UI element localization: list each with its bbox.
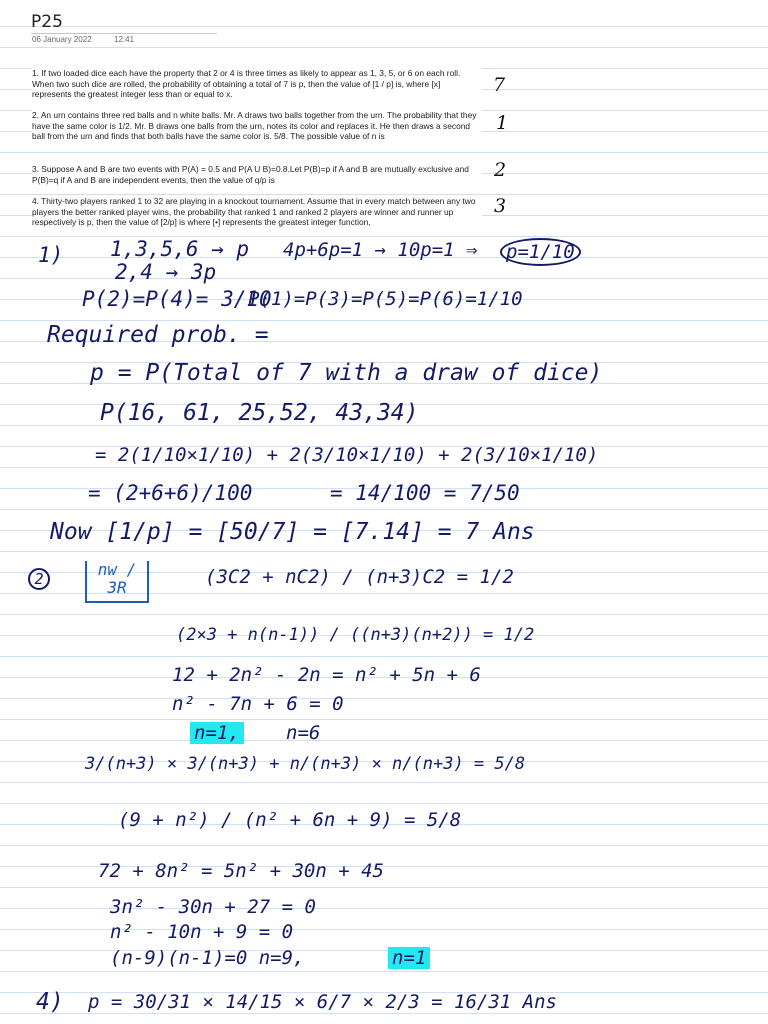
title-divider [31, 33, 217, 34]
solution-2-line-5b: n=6 [286, 722, 321, 744]
solution-1-line-7: = 2(1/10×1/10) + 2(3/10×1/10) + 2(3/10×1/10) [95, 444, 599, 466]
solution-1-line-6: P(16, 61, 25,52, 43,34) [100, 400, 419, 426]
page-title: P25 [31, 12, 63, 32]
solution-2-line-11b [388, 946, 430, 970]
question-2: 2. An urn contains three red balls and n white balls. Mr. A draws two balls together from the urn. The probability that they have the same color is 1/2. Mr. B draws one balls from the urn, notes its color and replaces it. He then draws a second ball from the urn and finds that both balls have the same color is. 5/8. The possible value of n is [32, 110, 482, 142]
answer-4: 3 [494, 195, 507, 217]
solution-1-line-4: Required prob. = [47, 322, 269, 348]
solution-4-label: 4) [36, 989, 64, 1015]
solution-4-line-1: p = 30/31 × 14/15 × 6/7 × 2/3 = 16/31 Ans [88, 991, 557, 1013]
solution-2-line-9: 3n² - 30n + 27 = 0 [110, 896, 316, 918]
question-3: 3. Suppose A and B are two events with P(A) = 0.5 and P(A U B)=0.8.Let P(B)=p if A and B are mutually exclusive and P(B)=q if A and B are independent events, then the value of q/p is [32, 164, 482, 185]
highlighted-root: n=1, [190, 722, 244, 744]
solution-2-line-2: (2×3 + n(n-1)) / ((n+3)(n+2)) = 1/2 [176, 625, 535, 645]
solution-2-line-7: (9 + n²) / (n² + 6n + 9) = 5/8 [118, 809, 462, 831]
solution-2-line-4: n² - 7n + 6 = 0 [172, 693, 344, 715]
note-date: 06 January 2022 [32, 35, 92, 44]
question-4: 4. Thirty-two players ranked 1 to 32 are playing in a knockout tournament. Assume that in every match between any two players the better ranked player wins, the probability that ranked 1 and ranked 2 players are winner and runner up respectively is p, then the value of [2/p] is where [•] represents the greatest integer function, [32, 196, 482, 228]
solution-1-line-3b: P(1)=P(3)=P(5)=P(6)=1/10 [248, 288, 523, 310]
answer-1: 7 [493, 74, 506, 96]
solution-2-ball-box: nw / 3R [85, 561, 149, 603]
solution-1-line-5: p = P(Total of 7 with a draw of dice) [90, 360, 603, 386]
solution-1-label: 1) [38, 243, 64, 267]
solution-2-line-1: (3C2 + nC2) / (n+3)C2 = 1/2 [205, 566, 514, 588]
solution-1-p-value: p=1/10 [500, 238, 581, 266]
solution-2-line-10: n² - 10n + 9 = 0 [110, 921, 294, 943]
solution-1-line-2: 2,4 → 3p [115, 260, 217, 284]
solution-2-line-6: 3/(n+3) × 3/(n+3) + n/(n+3) × n/(n+3) = 5/8 [85, 754, 526, 774]
solution-2-line-8: 72 + 8n² = 5n² + 30n + 45 [98, 860, 384, 882]
answer-2: 1 [496, 112, 509, 134]
solution-1-line-8a: = (2+6+6)/100 [88, 481, 253, 505]
highlighted-answer: n=1 [388, 947, 430, 969]
question-1: 1. If two loaded dice each have the property that 2 or 4 is three times as likely to appear as 1, 3, 5, or 6 on each roll. When two such dice are rolled, the probability of obtaining a total of 7 is p, then the value of [1 / p] is, where [x] represents the greatest integer less than or equal to x. [32, 68, 482, 100]
solution-2-label: 2 [28, 568, 50, 590]
solution-1-line-1a: 1,3,5,6 → p [110, 237, 250, 261]
solution-1-line-8b: = 14/100 = 7/50 [330, 481, 520, 505]
solution-2-line-3: 12 + 2n² - 2n = n² + 5n + 6 [172, 664, 481, 686]
solution-1-line-3a: P(2)=P(4)= 3/10 [82, 287, 272, 311]
solution-1-conclusion: Now [1/p] = [50/7] = [7.14] = 7 Ans [50, 519, 535, 545]
solution-2-line-11a: (n-9)(n-1)=0 n=9, [110, 947, 305, 969]
solution-2-line-5a [190, 721, 244, 745]
solution-1-line-1b: 4p+6p=1 → 10p=1 ⇒ [283, 239, 478, 261]
answer-3: 2 [494, 159, 507, 181]
note-time: 12:41 [114, 35, 135, 44]
